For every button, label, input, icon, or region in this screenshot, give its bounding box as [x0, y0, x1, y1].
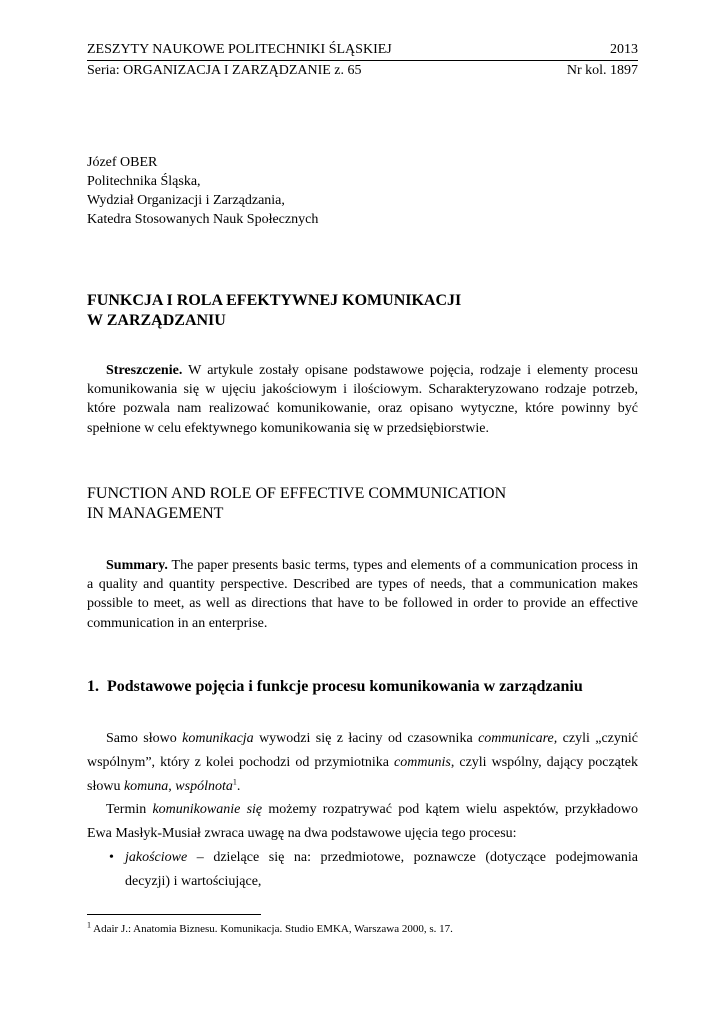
journal-year: 2013: [610, 42, 638, 57]
term-wspolnota: wspólnota: [175, 778, 233, 794]
title-english-line-2: IN MANAGEMENT: [87, 505, 224, 522]
title-polish-line-1: FUNKCJA I ROLA EFEKTYWNEJ KOMUNIKACJI: [87, 292, 462, 309]
abstract-text: W artykule zostały opisane podstawowe pojęcia, rodzaje i elementy procesu komunikowania się w ujęciu jakościowym i ilościowym. Scharakteryzowano rodzaje potrzeb, które pozwala nam realizować komunikowanie, oraz opisano wytyczne, które powinny być spełnione w celu efektywnego komunikowania się w przedsiębiorstwie.: [87, 363, 639, 436]
paragraph-etymology: Samo słowo komunikacja wywodzi się z łaciny od czasownika communicare, czyli „czynić wspólnym”, który z kolei pochodzi od przymiotnika communis, czyli wspólny, dający początek słowu komuna, wspólnota$^1$.: [87, 731, 638, 794]
author-affiliation-university: Politechnika Śląska,: [87, 174, 201, 189]
header-rule: [87, 60, 638, 61]
term-communis: communis: [394, 754, 451, 770]
title-polish: [87, 291, 461, 331]
footnote-number: 1: [87, 920, 91, 930]
author-name: Józef OBER: [87, 155, 158, 170]
list-item: • jakościowe – dzielące się na: przedmiotowe, poznawcze (dotyczące podejmowania decyzji) i wartościujące,: [87, 846, 638, 894]
term-komunikacja: komunikacja: [182, 731, 254, 746]
title-english: [87, 484, 506, 524]
footnote-rule: [87, 914, 261, 915]
term-komuna: komuna: [123, 778, 169, 794]
section-number: 1.: [87, 678, 99, 695]
footnote-ref[interactable]: 1: [232, 776, 237, 786]
section-heading: [87, 677, 583, 697]
abstract-polish: [87, 361, 638, 438]
term-communicare: communicare,: [478, 731, 558, 746]
summary-label: Summary.: [106, 558, 168, 573]
term-jakosciowe: jakościowe: [125, 849, 188, 865]
term-komunikowanie-sie: komunikowanie się: [152, 802, 263, 818]
author-block: [87, 153, 318, 229]
footnote: [87, 922, 453, 936]
footnote-text: Adair J.: Anatomia Biznesu. Komunikacja. Studio EMKA, Warszawa 2000, s. 17.: [91, 923, 453, 935]
author-affiliation-department: Katedra Stosowanych Nauk Społecznych: [87, 212, 319, 227]
summary-english: [87, 556, 638, 633]
title-polish-line-2: W ZARZĄDZANIU: [87, 312, 226, 329]
abstract-label: Streszczenie.: [106, 363, 183, 378]
section-title: Podstawowe pojęcia i funkcje procesu komunikowania w zarządzaniu: [107, 678, 583, 695]
paragraph-aspects: Termin komunikowanie się możemy rozpatrywać pod kątem wielu aspektów, przykładowo Ewa Masłyk-Musiał zwraca uwagę na dwa podstawowe ujęcia tego procesu:: [87, 802, 638, 842]
title-english-line-1: FUNCTION AND ROLE OF EFFECTIVE COMMUNICATION: [87, 485, 507, 502]
body-text: [87, 727, 638, 894]
bullet-icon: •: [109, 849, 114, 865]
issue-number: Nr kol. 1897: [566, 63, 638, 78]
series-name: Seria: ORGANIZACJA I ZARZĄDZANIE z. 65: [87, 63, 362, 78]
author-affiliation-faculty: Wydział Organizacji i Zarządzania,: [87, 193, 285, 208]
summary-text: The paper presents basic terms, types and elements of a communication process in a quality and quantity perspective. Described are types of needs, that a communication makes possible to meet, as well as directions that have to be followed in order to provide an effective communication in an enterprise.: [87, 558, 639, 631]
journal-name: ZESZYTY NAUKOWE POLITECHNIKI ŚLĄSKIEJ: [87, 42, 392, 57]
paper-page: [87, 0, 638, 1024]
